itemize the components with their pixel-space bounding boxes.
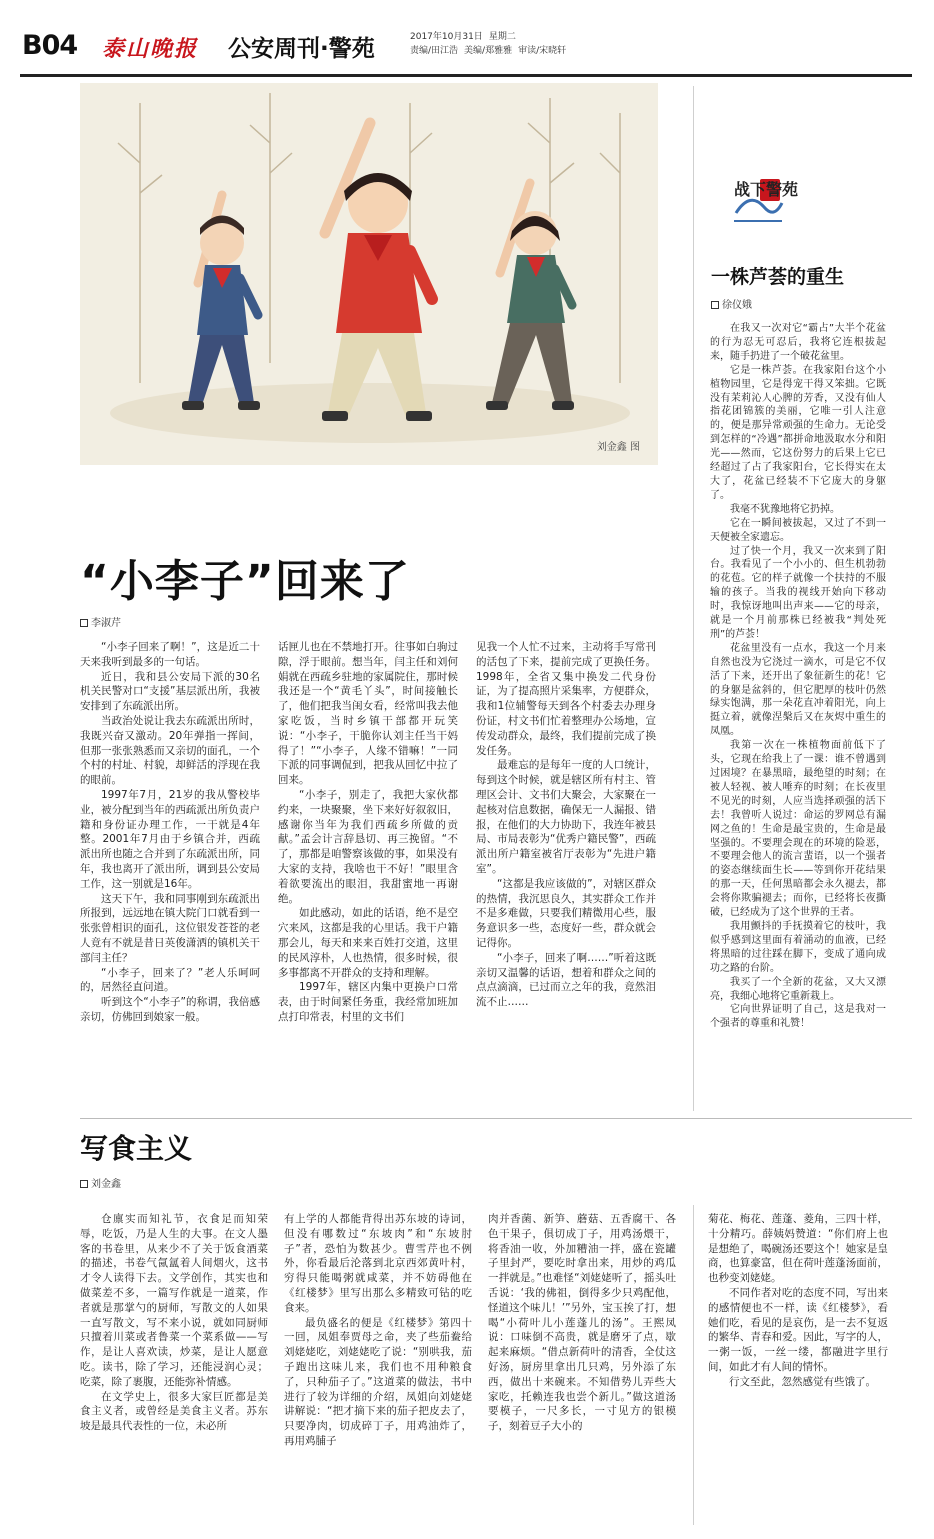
paragraph: 1997年，辖区内集中更换户口常表，由于时间紧任务重，我经常加班加点打印常表，村里的文书们 xyxy=(278,981,458,1023)
paragraph: 不同作者对吃的态度不同，写出来的感情便也不一样，读《红楼梦》，看她们吃，看见的是哀伤，是一去不复返的繁华、青春和爱。因此，写字的人，一粥一饭，一丝一缕，都融进字里行间，如此才有人间的情怀。 xyxy=(708,1286,888,1373)
paragraph: 行文至此，忽然感觉有些饿了。 xyxy=(729,1375,876,1388)
section-title: 公安周刊·警苑 xyxy=(228,36,375,62)
paragraph: 最难忘的是每年一度的人口统计，每到这个时候，就是辖区所有村主、管理区会计、文书们大聚会，大家聚在一起核对信息数据，确保无一人漏报、错报，在他们的大力协助下，我连年被县局、市局表彰为“优秀户籍民警”，西疏派出所户籍室被省厅表彰为“先进户籍室”。 xyxy=(476,759,656,875)
child-right xyxy=(486,183,574,410)
issue-weekday: 星期二 xyxy=(488,32,516,42)
paragraph: 1997年7月，21岁的我从警校毕业，被分配到当年的西疏派出所负责户籍和身份证办理工作，一干就是4年整。2001年7月由于乡镇合并，西疏派出所也随之合并到了东疏派出所，同年，我也离开了派出所，调到县公安局工作，这一别就是16年。 xyxy=(80,788,260,890)
paragraph: 我毫不犹豫地将它扔掉。 xyxy=(730,503,840,515)
illustration xyxy=(80,83,658,465)
paragraph: 在文学史上，很多大家巨匠都是美食主义者，或曾经是美食主义者。苏东坡是最具代表性的一位，未必所 xyxy=(80,1390,268,1433)
paragraph: 如此感动，如此的话语，绝不是空穴来风，这都是我的心里话。我干户籍那会儿，每天和来来百姓打交道，这里的民风淳朴，人也热情，很多时候，很多事都离不开群众的支持和理解。 xyxy=(278,907,458,979)
paragraph: 仓廪实而知礼节，衣食足而知荣辱，吃饭，乃是人生的大事。在文人墨客的书卷里，从来少不了关于饭食酒菜的描述，书卷气氤氲着人间烟火，这书才令人读得下去。文学创作，其实也和做菜差不多，一篇写作就是一道菜，作者就是那掌勺的厨师，写散文的人如果一直写散文，写不来小说，就如同厨师只擅着川菜或者鲁菜一个菜系做——写作，是让人喜欢读，炒菜，是让人愿意吃。读书，除了学习，还能浸润心灵；吃菜，除了裹腹，还能弥补情感。 xyxy=(80,1213,268,1388)
paragraph: “小李子回来了啊！”，这是近二十天来我听到最多的一句话。 xyxy=(80,641,260,668)
paragraph: 它在一瞬间被拔起，又过了不到一天便被全家遗忘。 xyxy=(710,517,886,543)
food-article-col-4 xyxy=(708,1212,888,1390)
main-article-title: “小李子”回来了 xyxy=(80,556,410,607)
illustration-credit: 刘金鑫 图 xyxy=(596,442,640,453)
food-article-author: 刘金鑫 xyxy=(91,1179,121,1190)
paragraph: 它向世界证明了自己，这是我对一个强者的尊重和礼赞！ xyxy=(710,1004,886,1030)
main-article-col-1 xyxy=(80,640,260,1025)
masthead xyxy=(20,22,914,78)
side-article-title: 一株芦荟的重生 xyxy=(711,266,845,288)
food-article-col-2 xyxy=(284,1212,472,1449)
column-divider xyxy=(693,1205,694,1525)
logo-text: 战下警苑 xyxy=(734,180,799,199)
designer-credit: 美编/郑雅雅 xyxy=(464,46,513,56)
paragraph: 花盆里没有一点水，我这一个月来自然也没为它浇过一滴水，可是它不仅活了下来，还开出了象征新生的花！它的身躯是盆斜的，但它肥厚的枝叶仍然绿实饱满，那一朵花直冲着阳光，向上挺立着，就像涅槃后又在灰烬中重生的凤凰。 xyxy=(710,642,886,738)
paragraph: 有上学的人都能背得出苏东坡的诗词，但没有哪数过“东坡肉”和“东坡肘子”者，恐怕为数甚少。曹雪芹也不例外，你看最后沦落到北京西郊黄叶村，穷得只能喝粥就咸菜，并不妨碍他在《红楼梦》里写出那么多精致可钻的吃食来。 xyxy=(284,1213,472,1314)
paragraph: 过了快一个月，我又一次来到了阳台。我看见了一个小小的、但生机勃勃的花苞。它的样子就像一个扶持的不服输的孩子。当我的视线开始向下移动时，我惊讶地叫出声来——它的母亲，就是一个月前那株已经被我“判处死刑”的芦荟！ xyxy=(710,545,886,640)
paragraph: 在我又一次对它“霸占”大半个花盆的行为忍无可忍后，我将它连根拔起来，随手扔进了一个破花盆里。 xyxy=(710,323,886,362)
paragraph: “这都是我应该做的”，对辖区群众的热情，我沉思良久，其实群众工作并不是多难做，只要我们精微用心些，服务意识多一些，态度好一些，群众就会记得你。 xyxy=(476,877,656,949)
paragraph: 当政治处说让我去东疏派出所时，我既兴奋又激动。20年弹指一挥间，但那一张张熟悉而又亲切的面孔，一个个村的村址、村貌，却鲜活的浮现在我的眼前。 xyxy=(80,714,260,787)
issue-meta xyxy=(410,30,572,58)
main-article-col-2 xyxy=(278,640,458,1025)
main-article-col-3 xyxy=(476,640,656,1010)
editor-credit: 责编/田江浩 xyxy=(410,46,459,56)
food-article-col-1 xyxy=(80,1212,268,1434)
paragraph: 菊花、梅花、莲蓬、菱角，三四十样，十分精巧。薛姨妈赞道：“你们府上也是想绝了，喝碗汤还要这个！她家是皇商，也算豪富，但在荷叶莲蓬汤面前，也秒变刘姥姥。 xyxy=(708,1213,888,1285)
paragraph: “小李子，回来了？”老人乐呵呵的，居然径直问道。 xyxy=(80,966,260,994)
newspaper-name: 泰山晚报 xyxy=(102,36,199,62)
section-divider xyxy=(80,1118,912,1119)
side-article-byline xyxy=(711,296,752,311)
paragraph: “小李子，回来了啊……”听着这既亲切又温馨的话语，想着和群众之间的点点滴滴，已过而立之年的我，竟然泪流不止…… xyxy=(476,951,656,1009)
paragraph: 我买了一个全新的花盆，又大又漂亮，我细心地将它重新栽上。 xyxy=(710,976,886,1002)
paragraph: 见我一个人忙不过来，主动将手写常刊的活包了下来，提前完成了更换任务。1998年，全省又集中换发二代身份证，为了提高照片采集率，方便群众，我和1位辅警每天到各个村委去办理身份证，村文书们忙着整理办公场地，宣传发动群众，最终，我们提前完成了换发任务。 xyxy=(476,641,656,757)
main-article-byline xyxy=(80,614,121,629)
side-article-author: 徐仪娥 xyxy=(722,300,752,311)
paragraph: 肉并香菌、新笋、蘑菇、五香腐干、各色干果子，俱切成丁子，用鸡汤煨干，将香油一收，外加糟油一拌，盛在瓷罐子里封严，要吃时拿出来，用炒的鸡瓜一拌就是。”也难怪“刘姥姥听了，摇头吐舌说：‘我的佛祖，倒得多少只鸡配他，怪道这个味儿！’”另外，宝玉挨了打，想喝“小荷叶儿小莲蓬儿的汤”。王熙凤说：口味倒不高贵，就是磨牙了点，歇起来麻烦。“借点新荷叶的清香，全仗这好汤，厨房里拿出几只鸡，另外添了东西，做出十来碗来。不知借势儿弄些大家吃，托赖连我也尝个新儿。”做这道汤要模子，一尺多长，一寸见方的银模子，刻着豆子大小的 xyxy=(488,1213,676,1433)
child-left xyxy=(182,195,260,410)
paragraph: 这天下午，我和同事刚到东疏派出所报到，远远地在镇大院门口就看到一张张曾相识的面孔，这位银发苍苍的老人竟有不就是昔日英俊潇洒的镇机关干部闫主任？ xyxy=(80,892,260,964)
food-article-byline xyxy=(80,1175,121,1190)
page-number: B04 xyxy=(22,30,78,61)
paragraph: 听到这个“小李子”的称谓，我倍感亲切，仿佛回到娘家一般。 xyxy=(80,996,260,1023)
children-exercise-drawing xyxy=(80,83,658,465)
paragraph: 它是一株芦荟。在我家阳台这个小植物园里，它是得宠干得又笨拙。它既没有茉莉沁人心脾的芳香，又没有仙人指花团锦簇的美丽，它唯一引人注意的，便是那异常顽强的生命力。无论受到怎样的“冷遇”都拼命地汲取水分和阳光——然而，它这份努力的后果上它已经超过了占了我家阳台，它长得实在太大了，花盆已经装不下它庞大的身躯了。 xyxy=(710,364,886,501)
paragraph: 最负盛名的便是《红楼梦》第四十一回，凤姐奉贾母之命，夹了些茄鲞给刘姥姥吃，刘姥姥吃了说：“别哄我，茄子跑出这味儿来，我们也不用种粮食了，只种茄子了。”这道菜的做法，书中进行了较为详细的介绍，凤姐向刘姥姥讲解说：“把才摘下来的茄子把皮去了，只要净肉，切成碎丁子，用鸡油炸了，再用鸡脯子 xyxy=(284,1316,472,1447)
food-article-title: 写食主义 xyxy=(80,1132,193,1165)
header-rule xyxy=(20,74,912,77)
column-divider xyxy=(693,86,694,1111)
main-article-author: 李淑芹 xyxy=(91,618,121,629)
paragraph: 我用颤抖的手抚摸着它的枝叶，我似乎感到这里面有着涌动的血液，已经将黑暗的过往踩在脚下，变成了通向成功之路的台阶。 xyxy=(710,920,886,974)
side-article-body xyxy=(710,322,886,1031)
reviewer-credit: 审读/宋晓轩 xyxy=(518,46,567,56)
food-article-col-3 xyxy=(488,1212,676,1434)
child-center xyxy=(322,123,432,421)
column-logo xyxy=(730,173,799,229)
paragraph: 话匣儿也在不禁地打开。往事如白驹过隙，浮于眼前。想当年，闫主任和刘何娟就在西疏乡驻地的家属院住，那时候我还是一个“黄毛丫头”，时间接触长了，他们把我当闺女看，经常叫我去他家吃饭，当时乡镇干部都开玩笑说：“小李子，干脆你认刘主任当干妈得了！”“小李子，人缘不错嘛！”一同下派的同事调侃到，把我从回忆中拉了回来。 xyxy=(278,641,458,787)
issue-date: 2017年10月31日 xyxy=(410,32,483,42)
paragraph: 我第一次在一株植物面前低下了头，它现在给我上了一课：谁不曾遇到过困境？在暴黑暗，最绝望的时刻；在被人轻视、被人唾弃的时刻；在长夜里不见光的时刻，人应当选择顽强的活下去！我曾听人说过：命运的罗网总有漏网之鱼的！生命是最宝贵的，生命是最坚强的。不要理会现在的环境的险恶，不要理会他人的流言蜚语，以一个强者的姿态继续面生长——等到你开花结果的那一天，任何黑暗都会永久褪去，都会将你欺骗褪去；而你，已经将长夜撕破，已经成为了这个世界的王者。 xyxy=(710,740,886,919)
paragraph: “小李子，别走了，我把大家伙都约来，一块聚聚，坐下来好好叙叙旧，感谢你当年为我们西疏乡所做的贡献。”孟会计言辞恳切、再三挽留。“不了，那都是咱警察该做的事，如果没有大家的支持，我啥也干不好！”眼里含着欲要流出的眼泪，我甜蜜地一再谢绝。 xyxy=(278,788,458,905)
paragraph: 近日，我和县公安局下派的30名机关民警对口“支援”基层派出所，我被安排到了东疏派出所。 xyxy=(80,670,260,713)
